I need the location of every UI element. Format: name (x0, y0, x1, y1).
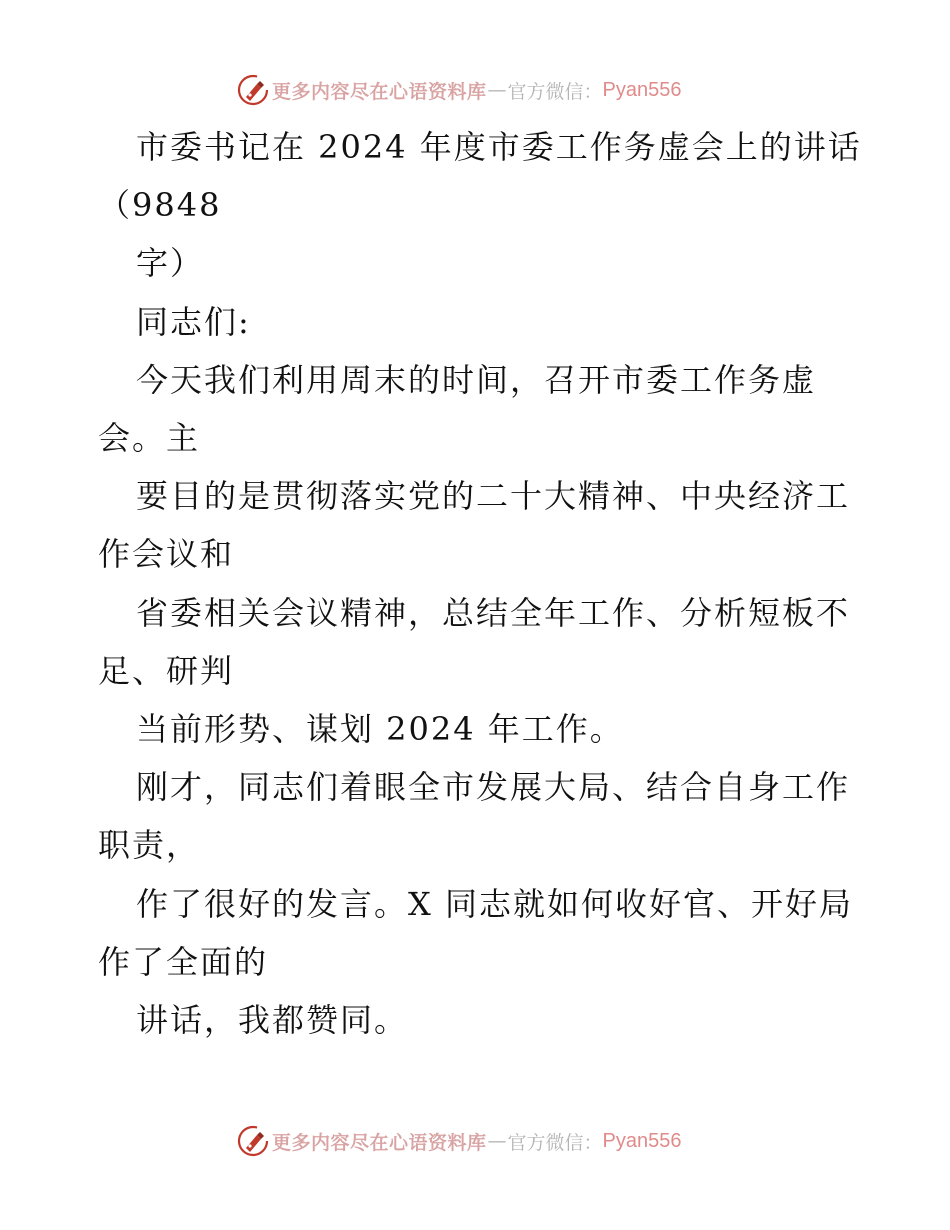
doc-title: 市委书记在 2024 年度市委工作务虚会上的讲话 (136, 128, 862, 166)
doc-line: 讲话，我都赞同。 (136, 1001, 409, 1039)
pen-nib-logo-icon (236, 1124, 270, 1158)
doc-line: 要目的是贯彻落实党的二十大精神、中央经济工 (136, 477, 851, 515)
doc-line: 省委相关会议精神，总结全年工作、分析短板不 (136, 594, 851, 632)
watermark-brand: 更多内容尽在心语资料库 (272, 1131, 487, 1154)
doc-line: 作了很好的发言。X 同志就如何收好官、开好局 (136, 885, 853, 923)
watermark-label: 官方微信： (507, 1131, 603, 1154)
watermark-id: Pyan556 (602, 78, 682, 101)
watermark-label: 官方微信： (507, 80, 603, 103)
doc-line: 会。主 (98, 419, 201, 457)
doc-title-unit: 字） (136, 244, 205, 282)
watermark-id: Pyan556 (602, 1129, 682, 1152)
doc-line: 职责， (98, 826, 201, 864)
doc-line: 足、研判 (98, 652, 235, 690)
watermark-dash: — (487, 79, 507, 101)
pen-nib-logo-icon (236, 73, 270, 107)
watermark-dash: — (487, 1130, 507, 1152)
doc-title-count: （9848 (98, 186, 222, 224)
doc-line: 刚才，同志们着眼全市发展大局、结合自身工作 (136, 768, 851, 806)
doc-line: 当前形势、谋划 2024 年工作。 (136, 710, 624, 748)
doc-line: 作会议和 (98, 535, 235, 573)
watermark-brand: 更多内容尽在心语资料库 (272, 80, 487, 103)
header-watermark (236, 73, 682, 107)
doc-line: 作了全面的 (98, 943, 269, 981)
doc-salutation: 同志们: (136, 303, 251, 341)
doc-line: 今天我们利用周末的时间，召开市委工作务虚 (136, 361, 817, 399)
footer-watermark (236, 1124, 682, 1158)
